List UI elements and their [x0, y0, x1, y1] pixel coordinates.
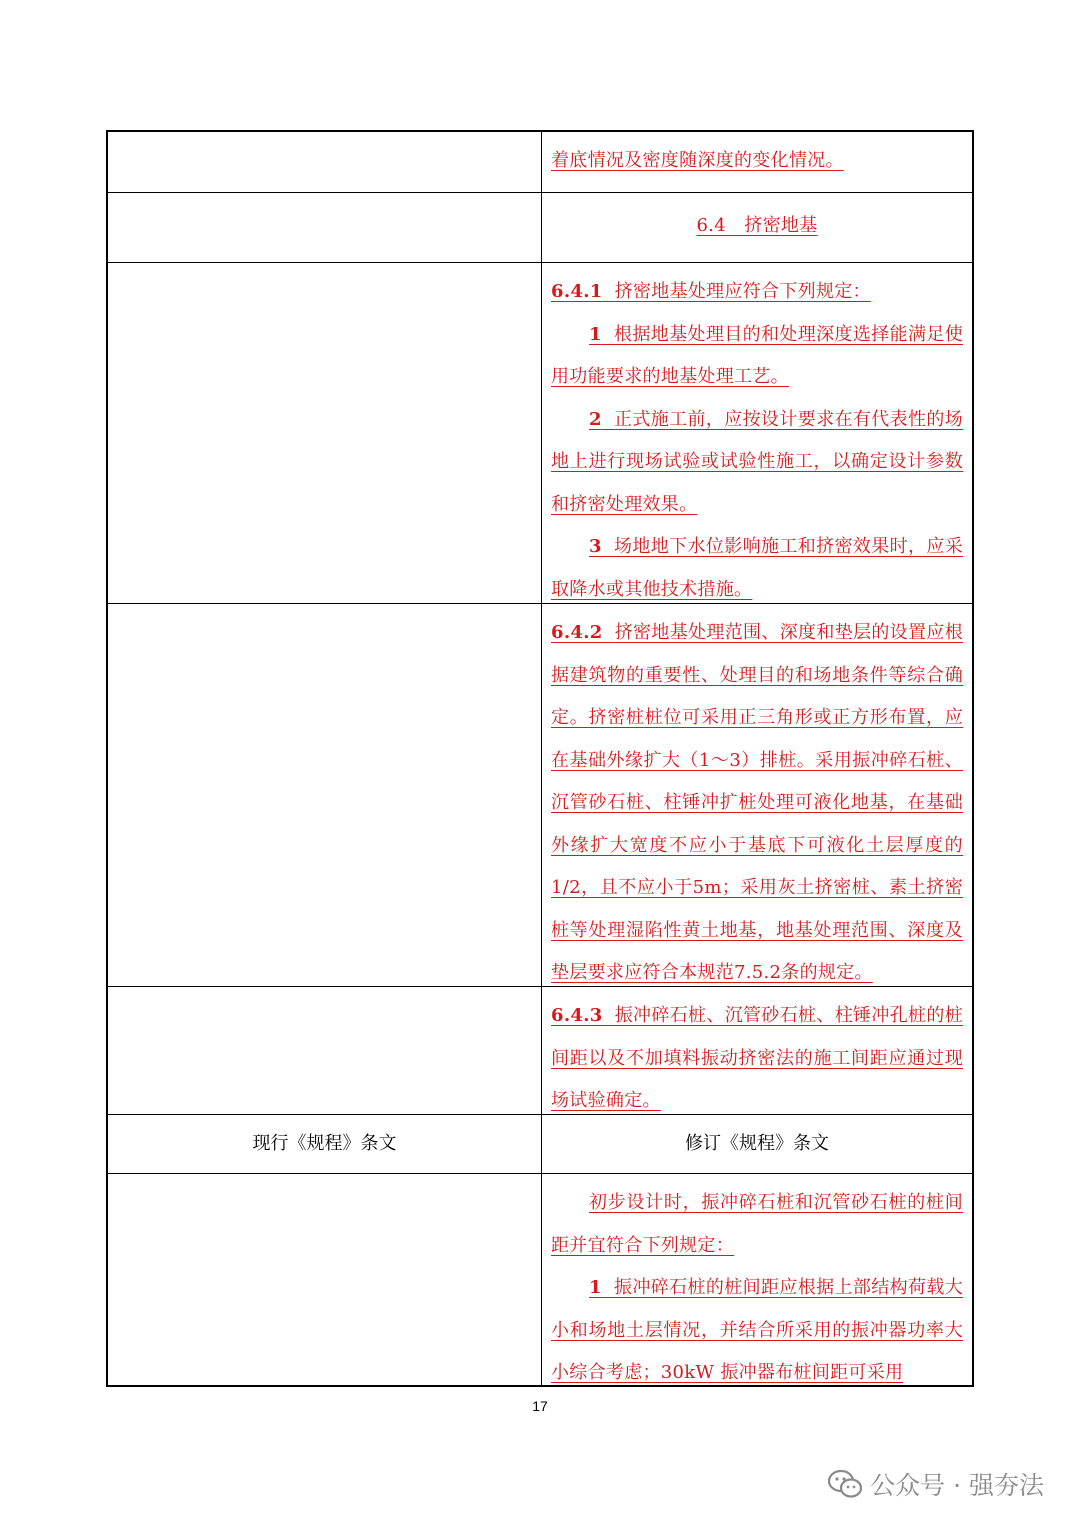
- item-number: 3: [589, 536, 602, 557]
- table-row: [108, 603, 972, 986]
- revised-clause-cell: [542, 987, 972, 1114]
- revised-clause-cell: [542, 193, 972, 262]
- item-text: 场地地下水位影响施工和挤密效果时，应采取降水或其他技术措施。: [551, 536, 963, 600]
- intro-text: 初步设计时，振冲碎石桩和沉管砂石桩的桩间距并宜符合下列规定：: [551, 1192, 963, 1256]
- current-clause-cell: [108, 193, 542, 262]
- table-row: [108, 262, 972, 603]
- revised-clause-cell: [542, 263, 972, 603]
- current-clause-cell: [108, 987, 542, 1114]
- section-heading: 6.4 挤密地基: [696, 215, 818, 236]
- clause-6-4-3: [551, 995, 963, 1123]
- list-item: [551, 314, 963, 399]
- item-text: 正式施工前，应按设计要求在有代表性的场地上进行现场试验或试验性施工，以确定设计参数和挤密处理效果。: [551, 408, 963, 515]
- list-item: [551, 526, 963, 611]
- item-text: 根据地基处理目的和处理深度选择能满足使用功能要求的地基处理工艺。: [551, 323, 963, 387]
- clause-text: 挤密地基处理应符合下列规定：: [614, 281, 871, 302]
- page-number: 17: [532, 1398, 548, 1414]
- list-item: [551, 1267, 963, 1395]
- current-clause-cell: [108, 263, 542, 603]
- column-header-current: 现行《规程》条文: [108, 1115, 542, 1173]
- clause-number: 6.4.1: [551, 281, 603, 302]
- revised-clause-cell: [542, 1174, 972, 1385]
- clause-6-4-1: [551, 271, 963, 314]
- table-row: [108, 1173, 972, 1385]
- column-header-revised: 修订《规程》条文: [685, 1133, 829, 1153]
- table-header-row: [108, 1114, 972, 1173]
- list-item: [551, 399, 963, 527]
- revised-clause-cell: [542, 604, 972, 986]
- current-clause-cell: [108, 1174, 542, 1385]
- clause-number: 6.4.2: [551, 622, 603, 643]
- table-row: [108, 986, 972, 1114]
- watermark-text: 公众号 · 强夯法: [870, 1471, 1044, 1500]
- table-row: [108, 132, 972, 192]
- clause-text: 挤密地基处理范围、深度和垫层的设置应根据建筑物的重要性、处理目的和场地条件等综合确定。挤密桩桩位可采用正三角形或正方形布置，应在基础外缘扩大（1～3）排桩。采用振冲碎石桩、沉管砂石桩、柱锤冲扩桩处理可液化地基，在基础外缘扩大宽度不应小于基底下可液化土层厚度的1/2，且不应小于5m；采用灰土挤密桩、素土挤密桩等处理湿陷性黄土地基，地基处理范围、深度及垫层要求应符合本规范7.5.2条的规定。: [551, 622, 963, 983]
- revised-text: 着底情况及密度随深度的变化情况。: [551, 150, 844, 171]
- revised-clause-cell: [542, 132, 972, 192]
- current-clause-cell: [108, 604, 542, 986]
- clause-number: 6.4.3: [551, 1005, 603, 1026]
- item-number: 1: [589, 1277, 602, 1298]
- clause-text: 振冲碎石桩、沉管砂石桩、柱锤冲孔桩的桩间距以及不加填料振动挤密法的施工间距应通过现场试验确定。: [551, 1005, 963, 1111]
- table-row: [108, 192, 972, 262]
- watermark: [828, 1466, 1044, 1502]
- current-clause-cell: [108, 132, 542, 192]
- item-text: 振冲碎石桩的桩间距应根据上部结构荷载大小和场地土层情况，并结合所采用的振冲器功率大小综合考虑；30kW 振冲器布桩间距可采用: [551, 1277, 963, 1383]
- comparison-table: [106, 130, 974, 1387]
- clause-6-4-2: [551, 612, 963, 995]
- wechat-icon: [828, 1469, 862, 1499]
- item-number: 2: [589, 408, 602, 430]
- item-number: 1: [589, 323, 602, 345]
